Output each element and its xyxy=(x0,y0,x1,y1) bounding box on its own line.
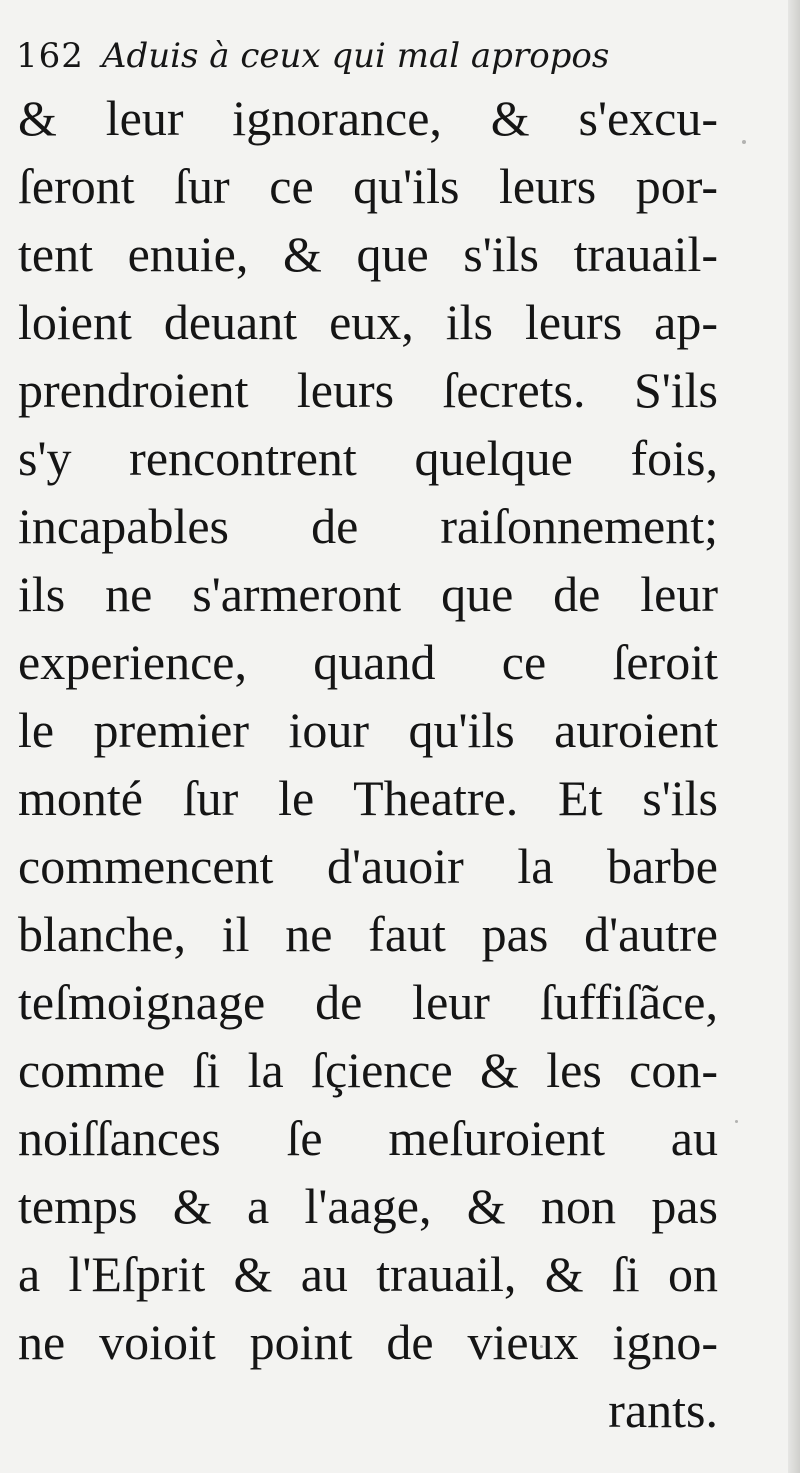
text-line: & leur ignorance, & s'excu- xyxy=(18,90,718,146)
text-line: experience, quand ce ſeroit xyxy=(18,634,718,690)
text-line: noiſſances ſe meſuroient au xyxy=(18,1110,718,1166)
body-text xyxy=(18,84,718,1444)
ink-speck xyxy=(735,1120,738,1123)
text-line: ils ne s'armeront que de leur xyxy=(18,566,718,622)
text-line: monté ſur le Theatre. Et s'ils xyxy=(18,770,718,826)
ink-speck xyxy=(742,140,746,144)
ink-speck xyxy=(540,1345,543,1348)
page-number: 162 xyxy=(16,36,84,76)
text-line: ſeront ſur ce qu'ils leurs por- xyxy=(18,158,718,214)
running-head xyxy=(16,30,716,82)
text-line: incapables de raiſonnement; xyxy=(18,498,718,554)
text-line: commencent d'auoir la barbe xyxy=(18,838,718,894)
text-line: a l'Eſprit & au trauail, & ſi on xyxy=(18,1246,718,1302)
text-line: blanche, il ne faut pas d'autre xyxy=(18,906,718,962)
text-line: le premier iour qu'ils auroient xyxy=(18,702,718,758)
text-line: comme ſi la ſçience & les con- xyxy=(18,1042,718,1098)
text-line: temps & a l'aage, & non pas xyxy=(18,1178,718,1234)
text-line: s'y rencontrent quelque fois, xyxy=(18,430,718,486)
text-line-catchword: rants. xyxy=(608,1382,718,1438)
text-line: loient deuant eux, ils leurs ap- xyxy=(18,294,718,350)
text-line: tent enuie, & que s'ils trauail- xyxy=(18,226,718,282)
text-line: prendroient leurs ſecrets. S'ils xyxy=(18,362,718,418)
running-title: Aduis à ceux qui mal apropos xyxy=(101,36,610,76)
text-line: ne voioit point de vieux igno- xyxy=(18,1314,718,1370)
page-gutter xyxy=(788,0,800,1473)
text-line: teſmoignage de leur ſuffiſãce, xyxy=(18,974,718,1030)
